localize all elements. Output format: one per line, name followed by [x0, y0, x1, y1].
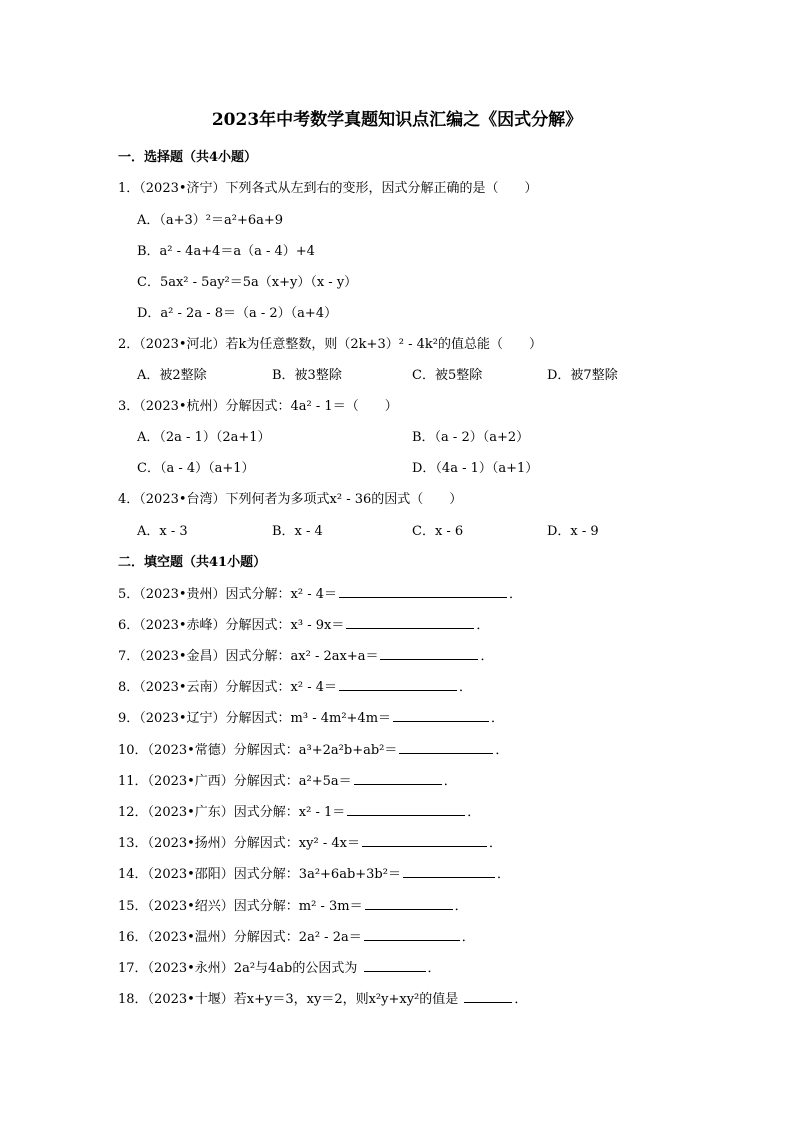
question-text: （2023•赤峰）分解因式：x³ - 9x＝ [139, 618, 345, 633]
question-5 [118, 583, 522, 602]
question-number: 15． [118, 899, 148, 914]
question-end: ． [514, 992, 528, 1007]
question-end: ． [454, 899, 468, 914]
question-number: 6． [118, 618, 140, 633]
option-2b: B．被3整除 [272, 368, 342, 383]
question-number: 7． [118, 649, 140, 664]
question-18 [118, 988, 527, 1007]
question-end: ． [496, 867, 510, 882]
question-9 [118, 707, 504, 726]
option-1c: C．5ax² - 5ay²＝5a（x+y）（x - y） [137, 275, 358, 290]
answer-blank [339, 585, 507, 598]
question-text: （2023•常德）分解因式：a³+2a²b+ab²＝ [147, 743, 398, 758]
option-3a: A．（2a - 1）（2a+1） [137, 430, 271, 445]
question-number: 2． [118, 337, 140, 352]
question-number: 9． [118, 711, 140, 726]
option-4b: B．x - 4 [272, 524, 323, 539]
question-6 [118, 614, 489, 633]
question-4 [118, 488, 462, 507]
question-number: 3． [118, 399, 140, 414]
question-text: （2023•辽宁）分解因式：m³ - 4m²+4m＝ [139, 711, 392, 726]
question-number: 5． [118, 587, 140, 602]
question-7 [118, 645, 494, 664]
option-1d: D．a² - 2a - 8＝（a - 2）（a+4） [137, 306, 338, 321]
option-3c: C．（a - 4）（a+1） [137, 461, 255, 476]
answer-blank [393, 709, 489, 722]
question-10 [118, 739, 508, 758]
option-2d: D．被7整除 [547, 368, 618, 383]
question-end: ． [495, 743, 509, 758]
question-end: ． [443, 774, 457, 789]
question-number: 11． [118, 774, 148, 789]
question-number: 13． [118, 836, 148, 851]
option-4a: A．x - 3 [137, 524, 188, 539]
answer-blank [346, 616, 474, 629]
question-number: 1． [118, 181, 140, 196]
question-11 [118, 770, 457, 789]
answer-blank [362, 834, 487, 847]
question-number: 12． [118, 805, 148, 820]
option-4d: D．x - 9 [547, 524, 599, 539]
section-heading-choice: 一．选择题（共4小题） [118, 150, 258, 165]
answer-blank [364, 928, 460, 941]
answer-blank [380, 647, 478, 660]
question-13 [118, 832, 502, 851]
option-1b: B．a² - 4a+4＝a（a - 4）+4 [137, 244, 315, 259]
question-end: ． [461, 930, 475, 945]
question-text: （2023•温州）分解因式：2a² - 2a＝ [147, 930, 362, 945]
question-number: 10． [118, 743, 148, 758]
question-number: 8． [118, 680, 140, 695]
question-text: （2023•永州）2a²与4ab的公因式为 [147, 961, 358, 976]
option-2a: A．被2整除 [137, 368, 207, 383]
question-text: （2023•十堰）若x+y＝3，xy＝2，则x²y+xy²的值是 [147, 992, 459, 1007]
question-end: ． [491, 711, 505, 726]
question-text: （2023•贵州）因式分解：x² - 4＝ [139, 587, 338, 602]
option-2c: C．被5整除 [412, 368, 483, 383]
question-end: ． [509, 587, 523, 602]
question-text: （2023•台湾）下列何者为多项式x² - 36的因式（ ） [139, 492, 463, 507]
answer-blank [347, 803, 465, 816]
answer-blank [365, 897, 453, 910]
question-text: （2023•广西）分解因式：a²+5a＝ [147, 774, 352, 789]
question-end: ． [467, 805, 481, 820]
question-2 [118, 333, 542, 352]
question-16 [118, 926, 475, 945]
question-12 [118, 801, 480, 820]
section-heading-fill: 二．填空题（共41小题） [118, 555, 267, 570]
question-text: （2023•河北）若k为任意整数，则（2k+3）² - 4k²的值总能（ ） [139, 337, 542, 352]
question-number: 17． [118, 961, 148, 976]
question-text: （2023•杭州）分解因式：4a² - 1＝（ ） [139, 399, 398, 414]
option-4c: C．x - 6 [412, 524, 464, 539]
question-text: （2023•邵阳）因式分解：3a²+6ab+3b²＝ [147, 867, 401, 882]
question-end: ． [459, 680, 473, 695]
answer-blank [464, 990, 512, 1003]
question-1 [118, 177, 538, 196]
question-number: 16． [118, 930, 148, 945]
answer-blank [339, 678, 457, 691]
page-title: 2023年中考数学真题知识点汇编之《因式分解》 [211, 110, 583, 130]
question-end: ． [476, 618, 490, 633]
answer-blank [403, 865, 495, 878]
option-3b: B．（a - 2）（a+2） [412, 430, 530, 445]
question-text: （2023•广东）因式分解：x² - 1＝ [147, 805, 346, 820]
question-text: （2023•济宁）下列各式从左到右的变形，因式分解正确的是（ ） [139, 181, 538, 196]
question-end: ． [488, 836, 502, 851]
question-3 [118, 395, 398, 414]
question-15 [118, 895, 468, 914]
question-text: （2023•绍兴）因式分解：m² - 3m＝ [147, 899, 363, 914]
answer-blank [354, 772, 442, 785]
question-end: ． [427, 961, 441, 976]
question-8 [118, 676, 472, 695]
option-3d: D．（4a - 1）（a+1） [412, 461, 539, 476]
question-end: ． [480, 649, 494, 664]
option-1a: A．（a+3）²＝a²+6a+9 [137, 213, 284, 228]
question-number: 4． [118, 492, 140, 507]
question-14 [118, 863, 510, 882]
answer-blank [364, 959, 426, 972]
question-17 [118, 957, 441, 976]
question-text: （2023•云南）分解因式：x² - 4＝ [139, 680, 338, 695]
question-text: （2023•金昌）因式分解：ax² - 2ax+a＝ [139, 649, 379, 664]
answer-blank [399, 741, 493, 754]
question-number: 14． [118, 867, 148, 882]
question-text: （2023•扬州）分解因式：xy² - 4x＝ [147, 836, 360, 851]
question-number: 18． [118, 992, 148, 1007]
